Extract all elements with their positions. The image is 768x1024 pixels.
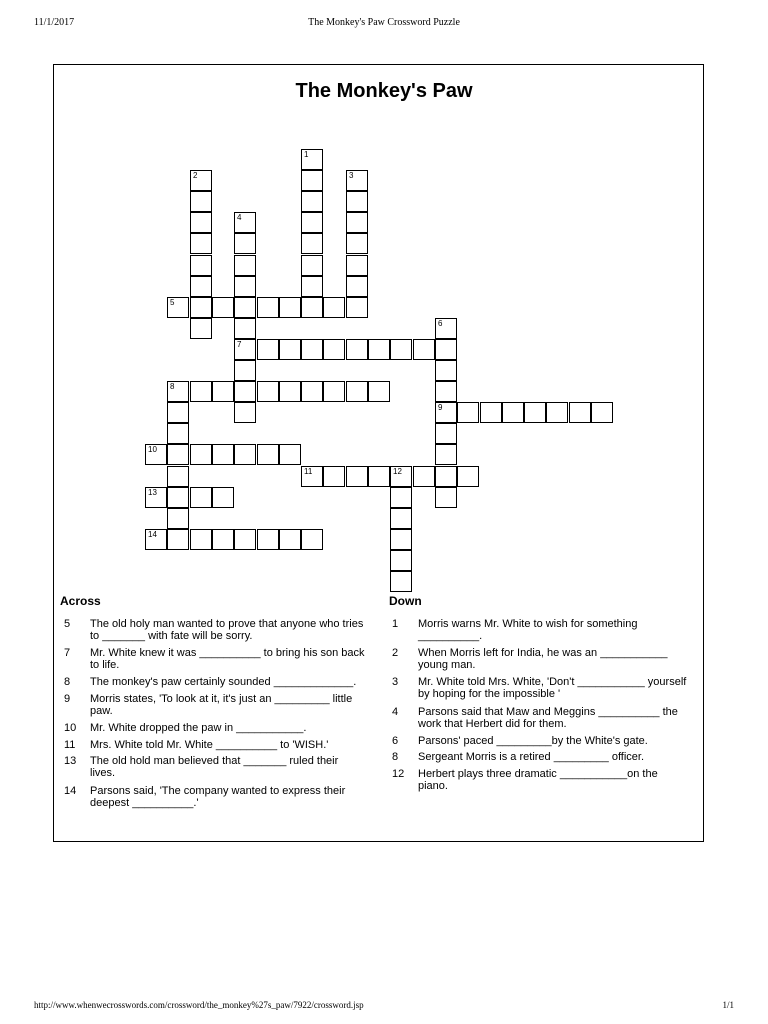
grid-cell[interactable]	[145, 444, 167, 465]
grid-cell[interactable]	[502, 402, 524, 423]
grid-cell[interactable]	[167, 423, 189, 444]
across-heading: Across	[60, 594, 101, 608]
grid-cell[interactable]	[390, 466, 412, 487]
grid-cell[interactable]	[301, 276, 323, 297]
grid-cell[interactable]	[190, 212, 212, 233]
grid-cell[interactable]	[234, 297, 256, 318]
grid-cell[interactable]	[234, 212, 256, 233]
clue-number: 5	[170, 298, 175, 307]
clue-number: 12	[393, 467, 402, 476]
grid-cell[interactable]	[368, 466, 390, 487]
puzzle-title: The Monkey's Paw	[295, 80, 473, 102]
clue-number: 14	[148, 530, 157, 539]
clue-number: 11	[304, 467, 313, 476]
grid-cell[interactable]	[167, 466, 189, 487]
grid-cell[interactable]	[301, 381, 323, 402]
grid-cell[interactable]	[435, 423, 457, 444]
grid-cell[interactable]	[413, 339, 435, 360]
clue-number: 2	[193, 171, 198, 180]
grid-cell[interactable]	[190, 381, 212, 402]
grid-cell[interactable]	[234, 381, 256, 402]
clue-number: 4	[237, 213, 242, 222]
grid-cell[interactable]	[167, 444, 189, 465]
grid-cell[interactable]	[435, 444, 457, 465]
grid-cell[interactable]	[368, 339, 390, 360]
grid-cell[interactable]	[390, 508, 412, 529]
grid-cell[interactable]	[390, 487, 412, 508]
grid-cell[interactable]	[167, 487, 189, 508]
grid-cell[interactable]	[546, 402, 568, 423]
grid-cell[interactable]	[480, 402, 502, 423]
grid-cell[interactable]	[190, 191, 212, 212]
grid-cell[interactable]	[301, 149, 323, 170]
grid-cell[interactable]	[234, 444, 256, 465]
print-date: 11/1/2017	[34, 17, 75, 28]
grid-cell[interactable]	[167, 381, 189, 402]
grid-cell[interactable]	[346, 255, 368, 276]
grid-cell[interactable]	[167, 508, 189, 529]
grid-cell[interactable]	[190, 487, 212, 508]
grid-cell[interactable]	[524, 402, 546, 423]
grid-cell[interactable]	[167, 297, 189, 318]
clue-number: 7	[237, 340, 242, 349]
grid-cell[interactable]	[390, 339, 412, 360]
clue-number: 9	[438, 403, 443, 412]
grid-cell[interactable]	[301, 170, 323, 191]
grid-cell[interactable]	[346, 191, 368, 212]
grid-cell[interactable]	[234, 360, 256, 381]
grid-cell[interactable]	[301, 466, 323, 487]
grid-cell[interactable]	[167, 402, 189, 423]
grid-cell[interactable]	[390, 550, 412, 571]
grid-cell[interactable]	[323, 339, 345, 360]
grid-cell[interactable]	[190, 255, 212, 276]
footer-url: http://www.whenwecrosswords.com/crossword/the_monkey%27s_paw/7922/crossword.jsp	[34, 1000, 364, 1010]
grid-cell[interactable]	[279, 339, 301, 360]
grid-cell[interactable]	[591, 402, 613, 423]
grid-cell[interactable]	[234, 233, 256, 254]
grid-cell[interactable]	[323, 297, 345, 318]
grid-cell[interactable]	[569, 402, 591, 423]
grid-cell[interactable]	[323, 381, 345, 402]
grid-cell[interactable]	[435, 318, 457, 339]
grid-cell[interactable]	[212, 487, 234, 508]
grid-cell[interactable]	[301, 233, 323, 254]
grid-cell[interactable]	[435, 381, 457, 402]
grid-cell[interactable]	[346, 381, 368, 402]
clue-number: 1	[304, 150, 309, 159]
grid-cell[interactable]	[145, 529, 167, 550]
grid-cell[interactable]	[212, 381, 234, 402]
grid-cell[interactable]	[167, 529, 189, 550]
grid-cell[interactable]	[190, 170, 212, 191]
grid-cell[interactable]	[457, 466, 479, 487]
grid-cell[interactable]	[257, 297, 279, 318]
grid-cell[interactable]	[301, 339, 323, 360]
grid-cell[interactable]	[190, 444, 212, 465]
grid-cell[interactable]	[346, 212, 368, 233]
grid-cell[interactable]	[234, 339, 256, 360]
grid-cell[interactable]	[435, 360, 457, 381]
grid-cell[interactable]	[190, 276, 212, 297]
grid-cell[interactable]	[212, 529, 234, 550]
grid-cell[interactable]	[301, 255, 323, 276]
grid-cell[interactable]	[390, 571, 412, 592]
clue-number: 13	[148, 488, 157, 497]
grid-cell[interactable]	[190, 233, 212, 254]
grid-cell[interactable]	[234, 255, 256, 276]
grid-cell[interactable]	[457, 402, 479, 423]
grid-cell[interactable]	[257, 381, 279, 402]
grid-cell[interactable]	[346, 339, 368, 360]
grid-cell[interactable]	[257, 444, 279, 465]
grid-cell[interactable]	[234, 529, 256, 550]
clue-number: 10	[148, 445, 157, 454]
clue-number: 3	[349, 171, 354, 180]
grid-cell[interactable]	[257, 529, 279, 550]
down-heading: Down	[389, 594, 422, 608]
grid-cell[interactable]	[279, 381, 301, 402]
grid-cell[interactable]	[435, 466, 457, 487]
grid-cell[interactable]	[190, 529, 212, 550]
grid-cell[interactable]	[346, 170, 368, 191]
grid-cell[interactable]	[212, 297, 234, 318]
grid-cell[interactable]	[346, 233, 368, 254]
grid-cell[interactable]	[279, 297, 301, 318]
clue-number: 6	[438, 319, 443, 328]
grid-cell[interactable]	[323, 466, 345, 487]
grid-cell[interactable]	[234, 318, 256, 339]
grid-cell[interactable]	[368, 381, 390, 402]
clue-number: 8	[170, 382, 175, 391]
grid-cell[interactable]	[279, 444, 301, 465]
grid-cell[interactable]	[257, 339, 279, 360]
footer-page-number: 1/1	[722, 1000, 734, 1010]
grid-cell[interactable]	[145, 487, 167, 508]
grid-cell[interactable]	[346, 466, 368, 487]
grid-cell[interactable]	[435, 487, 457, 508]
grid-cell[interactable]	[435, 402, 457, 423]
grid-cell[interactable]	[390, 529, 412, 550]
grid-cell[interactable]	[234, 402, 256, 423]
grid-cell[interactable]	[190, 318, 212, 339]
grid-cell[interactable]	[346, 297, 368, 318]
grid-cell[interactable]	[279, 529, 301, 550]
grid-cell[interactable]	[190, 297, 212, 318]
grid-cell[interactable]	[301, 212, 323, 233]
grid-cell[interactable]	[435, 339, 457, 360]
grid-cell[interactable]	[301, 297, 323, 318]
grid-cell[interactable]	[234, 276, 256, 297]
grid-cell[interactable]	[346, 276, 368, 297]
print-page-title: The Monkey's Paw Crossword Puzzle	[308, 17, 460, 28]
grid-cell[interactable]	[301, 191, 323, 212]
grid-cell[interactable]	[413, 466, 435, 487]
grid-cell[interactable]	[301, 529, 323, 550]
grid-cell[interactable]	[212, 444, 234, 465]
